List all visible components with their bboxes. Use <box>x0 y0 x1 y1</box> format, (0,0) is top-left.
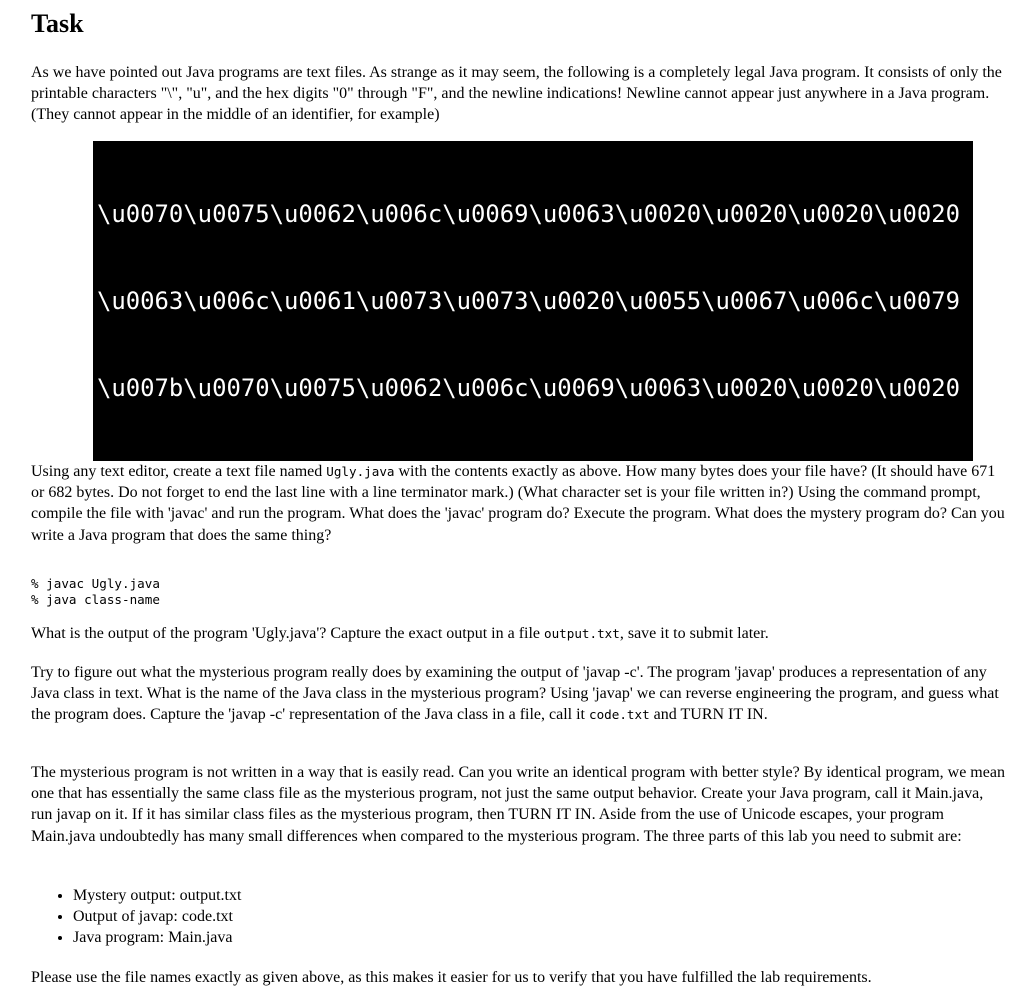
list-item: • Java program: Main.java <box>73 927 241 948</box>
unicode-code-image <box>93 141 973 461</box>
javap-text-1: Try to figure out what the mysterious program really does by examining the output of 'javap -c'. The program 'javap' produces a representation of any Java class in text. What is the name of the Java class in the mysterious program? Using 'javap' we can reverse engineering the program, and guess what the program does. Capture the 'javap -c' representation of the Java class in a file, call it <box>31 664 999 724</box>
closing-paragraph: Please use the file names exactly as given above, as this makes it easier for us to verify that you have fulfilled the lab requirements. <box>31 969 872 986</box>
code-line: \u0063\u006c\u0061\u0073\u0073\u0020\u0055\u0067\u006c\u0079 <box>97 287 961 316</box>
style-paragraph: The mysterious program is not written in a way that is easily read. Can you write an identical program with better style? By identical program, we mean one that has essentially the same class file as the mysterious program, not just the same output behavior. Create your Java program, call it Main.java, run javap on it. If it has similar class files as the mysterious program, then TURN IT IN. Aside from the use of Unicode escapes, your program Main.java undoubtedly has many small differences when compared to the mysterious program. The three parts of this lab you need to submit are: <box>31 764 1005 845</box>
code-filename: code.txt <box>589 707 650 723</box>
list-item: • Mystery output: output.txt <box>73 885 241 906</box>
page-title: Task <box>31 9 84 38</box>
output-filename: output.txt <box>544 626 620 641</box>
submission-list <box>31 885 241 949</box>
command-line: % javac Ugly.java <box>31 576 160 591</box>
command-block <box>31 576 160 608</box>
ugly-filename: Ugly.java <box>326 464 395 479</box>
output-text-1: What is the output of the program 'Ugly.java'? Capture the exact output in a file <box>31 625 545 642</box>
list-item: • Output of javap: code.txt <box>73 906 241 927</box>
code-line: \u007b\u0070\u0075\u0062\u006c\u0069\u0063\u0020\u0020\u0020 <box>97 374 961 403</box>
output-paragraph <box>31 623 1006 644</box>
instructions-paragraph <box>31 461 1006 546</box>
instructions-text-1: Using any text editor, create a text file named <box>31 463 327 480</box>
javap-paragraph <box>31 662 1006 726</box>
command-line: % java class-name <box>31 592 160 607</box>
code-line: \u0070\u0075\u0062\u006c\u0069\u0063\u0020\u0020\u0020\u0020 <box>97 200 961 229</box>
intro-paragraph: As we have pointed out Java programs are text files. As strange as it may seem, the following is a completely legal Java program. It consists of only the printable characters "\", "u", and the hex digits "0" through "F", and the newline indications! Newline cannot appear just anywhere in a Java program. (They cannot appear in the middle of an identifier, for example) <box>31 64 1002 124</box>
output-text-2: , save it to submit later. <box>619 625 769 642</box>
instructions-text-2: with the contents exactly as above. How many bytes does your file have? (It should have 671 or 682 bytes. Do not forget to end the last line with a line terminator mark.) (What character set is your file written in?) Using the command prompt, compile the file with 'javac' and run the program. What does the 'javac' program do? Execute the program. What does the mystery program do? Can you write a Java program that does the same thing? <box>31 463 1005 544</box>
javap-text-2: and TURN IT IN. <box>649 706 768 724</box>
